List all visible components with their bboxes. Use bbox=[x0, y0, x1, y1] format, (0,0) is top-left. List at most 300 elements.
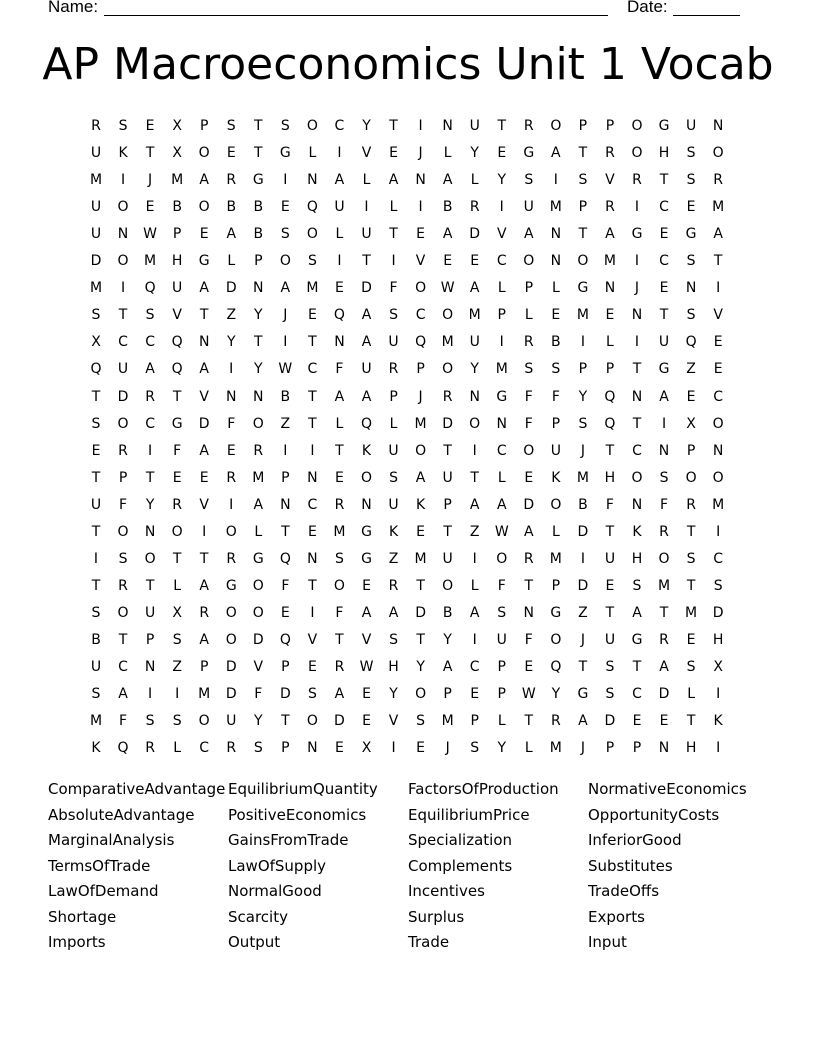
grid-letter[interactable]: R bbox=[442, 388, 453, 405]
grid-letter[interactable]: G bbox=[658, 118, 670, 134]
grid-letter[interactable]: S bbox=[389, 631, 398, 648]
grid-letter[interactable]: N bbox=[442, 118, 453, 134]
grid-letter[interactable]: M bbox=[414, 415, 427, 432]
grid-letter[interactable]: T bbox=[91, 469, 101, 486]
grid-letter[interactable]: I bbox=[391, 253, 396, 270]
grid-letter[interactable]: S bbox=[91, 686, 101, 703]
grid-letter[interactable]: T bbox=[389, 226, 398, 243]
grid-letter[interactable]: I bbox=[634, 334, 640, 351]
grid-letter[interactable]: S bbox=[686, 550, 696, 567]
grid-letter[interactable]: E bbox=[416, 740, 426, 757]
grid-letter[interactable]: R bbox=[226, 172, 237, 189]
grid-letter[interactable]: L bbox=[362, 172, 371, 189]
grid-letter[interactable]: N bbox=[496, 415, 507, 432]
grid-letter[interactable]: P bbox=[281, 659, 290, 675]
grid-letter[interactable]: F bbox=[173, 442, 182, 459]
grid-letter[interactable]: L bbox=[606, 334, 614, 351]
grid-letter[interactable]: R bbox=[334, 496, 345, 513]
grid-letter[interactable]: X bbox=[91, 334, 101, 351]
grid-letter[interactable]: P bbox=[389, 388, 398, 405]
grid-letter[interactable]: U bbox=[361, 226, 372, 243]
grid-letter[interactable]: S bbox=[334, 550, 344, 567]
grid-letter[interactable]: S bbox=[307, 253, 317, 270]
grid-letter[interactable]: G bbox=[550, 604, 562, 621]
grid-letter[interactable]: S bbox=[389, 469, 398, 486]
grid-letter[interactable]: E bbox=[226, 442, 236, 459]
grid-letter[interactable]: R bbox=[253, 442, 264, 459]
name-field-line[interactable] bbox=[104, 15, 608, 16]
grid-letter[interactable]: V bbox=[713, 307, 723, 324]
grid-letter[interactable]: T bbox=[470, 469, 479, 486]
grid-letter[interactable]: U bbox=[604, 550, 616, 567]
grid-letter[interactable]: I bbox=[634, 199, 640, 216]
grid-letter[interactable]: V bbox=[388, 713, 399, 730]
grid-letter[interactable]: Z bbox=[686, 361, 696, 378]
grid-letter[interactable]: V bbox=[199, 496, 209, 513]
grid-letter[interactable]: R bbox=[118, 442, 128, 459]
grid-letter[interactable]: N bbox=[117, 226, 129, 243]
grid-letter[interactable]: L bbox=[335, 226, 344, 243]
grid-letter[interactable]: T bbox=[145, 577, 155, 594]
grid-letter[interactable]: W bbox=[143, 226, 158, 243]
grid-letter[interactable]: R bbox=[226, 550, 237, 567]
grid-letter[interactable]: P bbox=[605, 740, 615, 757]
grid-letter[interactable]: C bbox=[118, 659, 128, 675]
grid-letter[interactable]: R bbox=[713, 172, 723, 189]
grid-letter[interactable]: S bbox=[605, 659, 615, 675]
grid-letter[interactable]: L bbox=[389, 199, 398, 216]
grid-letter[interactable]: O bbox=[550, 631, 562, 648]
grid-letter[interactable]: S bbox=[280, 118, 290, 134]
grid-letter[interactable]: C bbox=[713, 388, 724, 405]
grid-letter[interactable]: D bbox=[577, 577, 589, 594]
grid-letter[interactable]: T bbox=[281, 713, 290, 730]
grid-letter[interactable]: U bbox=[388, 442, 399, 459]
grid-letter[interactable]: R bbox=[659, 523, 669, 540]
grid-letter[interactable]: S bbox=[713, 577, 723, 594]
grid-letter[interactable]: U bbox=[442, 550, 453, 567]
grid-letter[interactable]: F bbox=[389, 280, 398, 297]
grid-letter[interactable]: I bbox=[580, 550, 585, 567]
grid-letter[interactable]: O bbox=[333, 577, 345, 594]
grid-letter[interactable]: F bbox=[281, 577, 290, 594]
grid-letter[interactable]: R bbox=[145, 740, 155, 757]
grid-letter[interactable]: O bbox=[415, 280, 427, 297]
grid-letter[interactable]: T bbox=[443, 523, 452, 540]
grid-letter[interactable]: J bbox=[283, 307, 288, 324]
grid-letter[interactable]: R bbox=[523, 118, 534, 134]
grid-letter[interactable]: Q bbox=[550, 659, 562, 675]
grid-letter[interactable]: M bbox=[333, 523, 346, 540]
grid-letter[interactable]: S bbox=[686, 659, 696, 675]
grid-letter[interactable]: E bbox=[280, 199, 290, 216]
grid-letter[interactable]: H bbox=[685, 740, 697, 757]
grid-letter[interactable]: V bbox=[415, 253, 426, 270]
grid-letter[interactable]: S bbox=[91, 604, 101, 621]
grid-letter[interactable]: A bbox=[334, 388, 345, 405]
grid-letter[interactable]: O bbox=[712, 415, 724, 432]
grid-letter[interactable]: G bbox=[361, 523, 372, 540]
grid-letter[interactable]: P bbox=[199, 118, 209, 134]
grid-letter[interactable]: E bbox=[497, 145, 507, 162]
grid-letter[interactable]: P bbox=[497, 659, 506, 675]
grid-letter[interactable]: C bbox=[469, 659, 480, 675]
grid-letter[interactable]: P bbox=[145, 631, 155, 648]
grid-letter[interactable]: E bbox=[659, 226, 669, 243]
grid-letter[interactable]: V bbox=[496, 226, 507, 243]
grid-letter[interactable]: R bbox=[469, 199, 480, 216]
grid-letter[interactable]: I bbox=[202, 523, 207, 540]
grid-letter[interactable]: T bbox=[308, 577, 317, 594]
grid-letter[interactable]: B bbox=[442, 199, 453, 216]
grid-letter[interactable]: T bbox=[172, 550, 182, 567]
grid-letter[interactable]: A bbox=[145, 361, 155, 378]
grid-letter[interactable]: O bbox=[631, 118, 643, 134]
grid-letter[interactable]: O bbox=[496, 550, 508, 567]
grid-letter[interactable]: J bbox=[418, 145, 423, 162]
grid-letter[interactable]: U bbox=[604, 631, 616, 648]
grid-letter[interactable]: L bbox=[389, 415, 398, 432]
grid-letter[interactable]: U bbox=[550, 442, 561, 459]
grid-letter[interactable]: C bbox=[199, 740, 210, 757]
grid-letter[interactable]: M bbox=[89, 172, 103, 189]
grid-letter[interactable]: A bbox=[199, 172, 209, 189]
grid-letter[interactable]: F bbox=[335, 361, 344, 378]
grid-letter[interactable]: N bbox=[144, 523, 156, 540]
grid-letter[interactable]: U bbox=[226, 713, 237, 730]
grid-letter[interactable]: C bbox=[145, 334, 155, 351]
grid-letter[interactable]: F bbox=[524, 415, 533, 432]
grid-letter[interactable]: U bbox=[90, 496, 102, 513]
grid-letter[interactable]: U bbox=[442, 469, 453, 486]
grid-letter[interactable]: I bbox=[553, 172, 558, 189]
grid-letter[interactable]: A bbox=[199, 361, 209, 378]
grid-letter[interactable]: T bbox=[91, 388, 101, 405]
grid-letter[interactable]: P bbox=[632, 740, 642, 757]
grid-letter[interactable]: S bbox=[91, 307, 101, 324]
grid-letter[interactable]: N bbox=[712, 442, 724, 459]
grid-letter[interactable]: D bbox=[469, 226, 481, 243]
grid-letter[interactable]: R bbox=[523, 334, 534, 351]
grid-letter[interactable]: S bbox=[686, 172, 696, 189]
grid-letter[interactable]: M bbox=[252, 469, 265, 486]
grid-letter[interactable]: T bbox=[524, 713, 534, 730]
grid-letter[interactable]: E bbox=[524, 659, 534, 675]
grid-letter[interactable]: P bbox=[118, 469, 128, 486]
grid-letter[interactable]: T bbox=[659, 307, 669, 324]
grid-letter[interactable]: I bbox=[634, 253, 640, 270]
grid-letter[interactable]: T bbox=[416, 631, 425, 648]
grid-letter[interactable]: N bbox=[334, 334, 345, 351]
grid-letter[interactable]: L bbox=[551, 523, 560, 540]
grid-letter[interactable]: T bbox=[578, 659, 588, 675]
grid-letter[interactable]: A bbox=[524, 523, 534, 540]
grid-letter[interactable]: D bbox=[577, 523, 589, 540]
grid-letter[interactable]: I bbox=[499, 334, 504, 351]
grid-letter[interactable]: N bbox=[523, 604, 535, 621]
grid-letter[interactable]: W bbox=[278, 361, 293, 378]
grid-letter[interactable]: Q bbox=[604, 415, 616, 432]
grid-letter[interactable]: L bbox=[470, 577, 479, 594]
grid-letter[interactable]: S bbox=[578, 415, 588, 432]
grid-letter[interactable]: M bbox=[495, 361, 508, 378]
grid-letter[interactable]: N bbox=[658, 740, 670, 757]
grid-letter[interactable]: O bbox=[658, 550, 670, 567]
grid-letter[interactable]: R bbox=[523, 550, 534, 567]
grid-letter[interactable]: E bbox=[659, 280, 669, 297]
grid-letter[interactable]: D bbox=[334, 713, 345, 730]
grid-letter[interactable]: B bbox=[226, 199, 237, 216]
grid-letter[interactable]: E bbox=[335, 469, 344, 486]
grid-letter[interactable]: E bbox=[551, 307, 561, 324]
grid-letter[interactable]: S bbox=[497, 604, 507, 621]
grid-letter[interactable]: E bbox=[470, 253, 480, 270]
grid-letter[interactable]: E bbox=[659, 713, 669, 730]
grid-letter[interactable]: V bbox=[172, 307, 182, 324]
grid-letter[interactable]: E bbox=[335, 280, 344, 297]
grid-letter[interactable]: D bbox=[361, 280, 372, 297]
grid-letter[interactable]: Y bbox=[497, 172, 507, 189]
grid-letter[interactable]: Y bbox=[470, 145, 479, 162]
grid-letter[interactable]: O bbox=[117, 604, 129, 621]
grid-letter[interactable]: V bbox=[605, 172, 615, 189]
grid-letter[interactable]: G bbox=[198, 253, 210, 270]
grid-letter[interactable]: A bbox=[199, 577, 209, 594]
grid-letter[interactable]: I bbox=[229, 496, 234, 513]
grid-letter[interactable]: U bbox=[334, 199, 345, 216]
grid-letter[interactable]: U bbox=[361, 361, 372, 378]
grid-letter[interactable]: A bbox=[551, 145, 561, 162]
grid-letter[interactable]: T bbox=[145, 469, 155, 486]
grid-letter[interactable]: F bbox=[254, 686, 263, 703]
grid-letter[interactable]: I bbox=[120, 172, 126, 189]
grid-letter[interactable]: T bbox=[632, 415, 642, 432]
grid-letter[interactable]: M bbox=[89, 713, 103, 730]
grid-letter[interactable]: S bbox=[416, 713, 426, 730]
grid-letter[interactable]: E bbox=[686, 631, 696, 648]
grid-letter[interactable]: D bbox=[279, 686, 291, 703]
grid-letter[interactable]: T bbox=[91, 577, 101, 594]
grid-letter[interactable]: F bbox=[497, 577, 506, 594]
grid-letter[interactable]: U bbox=[685, 118, 697, 134]
grid-letter[interactable]: Q bbox=[415, 334, 427, 351]
grid-letter[interactable]: R bbox=[145, 388, 155, 405]
grid-letter[interactable]: L bbox=[524, 740, 533, 757]
grid-letter[interactable]: F bbox=[660, 496, 669, 513]
grid-letter[interactable]: O bbox=[198, 145, 210, 162]
grid-letter[interactable]: T bbox=[172, 388, 182, 405]
grid-letter[interactable]: S bbox=[307, 686, 317, 703]
grid-letter[interactable]: I bbox=[337, 145, 342, 162]
grid-letter[interactable]: E bbox=[524, 469, 534, 486]
grid-letter[interactable]: A bbox=[469, 604, 480, 621]
grid-letter[interactable]: C bbox=[713, 550, 724, 567]
grid-letter[interactable]: R bbox=[118, 577, 128, 594]
grid-letter[interactable]: B bbox=[578, 496, 588, 513]
grid-letter[interactable]: X bbox=[361, 740, 372, 757]
grid-letter[interactable]: E bbox=[686, 388, 696, 405]
grid-letter[interactable]: M bbox=[414, 550, 427, 567]
grid-letter[interactable]: L bbox=[497, 469, 506, 486]
grid-letter[interactable]: H bbox=[631, 550, 643, 567]
grid-letter[interactable]: O bbox=[415, 442, 427, 459]
grid-letter[interactable]: O bbox=[442, 361, 454, 378]
grid-letter[interactable]: L bbox=[173, 577, 182, 594]
grid-letter[interactable]: C bbox=[145, 415, 155, 432]
grid-letter[interactable]: B bbox=[442, 604, 453, 621]
grid-letter[interactable]: T bbox=[686, 577, 696, 594]
grid-letter[interactable]: T bbox=[145, 145, 155, 162]
grid-letter[interactable]: F bbox=[119, 713, 128, 730]
grid-letter[interactable]: D bbox=[225, 659, 237, 675]
grid-letter[interactable]: D bbox=[712, 604, 724, 621]
grid-letter[interactable]: U bbox=[523, 199, 534, 216]
grid-letter[interactable]: C bbox=[659, 199, 669, 216]
grid-letter[interactable]: N bbox=[226, 388, 237, 405]
grid-letter[interactable]: A bbox=[334, 172, 345, 189]
grid-letter[interactable]: O bbox=[252, 415, 264, 432]
grid-letter[interactable]: P bbox=[524, 280, 534, 297]
grid-letter[interactable]: T bbox=[713, 253, 723, 270]
grid-letter[interactable]: A bbox=[659, 659, 669, 675]
grid-letter[interactable]: D bbox=[198, 415, 210, 432]
grid-letter[interactable]: M bbox=[89, 280, 103, 297]
grid-letter[interactable]: T bbox=[443, 442, 452, 459]
grid-letter[interactable]: E bbox=[713, 361, 723, 378]
grid-letter[interactable]: O bbox=[225, 604, 237, 621]
grid-letter[interactable]: P bbox=[605, 118, 615, 134]
grid-letter[interactable]: L bbox=[173, 740, 182, 757]
grid-letter[interactable]: K bbox=[416, 496, 426, 513]
grid-letter[interactable]: O bbox=[360, 469, 373, 486]
grid-letter[interactable]: G bbox=[225, 577, 237, 594]
grid-letter[interactable]: O bbox=[631, 469, 643, 486]
grid-letter[interactable]: D bbox=[604, 713, 616, 730]
grid-letter[interactable]: D bbox=[225, 280, 237, 297]
grid-letter[interactable]: A bbox=[280, 280, 291, 297]
grid-letter[interactable]: S bbox=[578, 172, 588, 189]
grid-letter[interactable]: S bbox=[226, 118, 236, 134]
grid-letter[interactable]: R bbox=[388, 577, 399, 594]
grid-letter[interactable]: C bbox=[632, 686, 642, 703]
grid-letter[interactable]: L bbox=[687, 686, 695, 703]
grid-letter[interactable]: W bbox=[521, 686, 536, 703]
grid-letter[interactable]: Q bbox=[171, 334, 183, 351]
grid-letter[interactable]: K bbox=[388, 523, 399, 540]
grid-letter[interactable]: S bbox=[686, 307, 696, 324]
grid-letter[interactable]: A bbox=[415, 469, 426, 486]
grid-letter[interactable]: S bbox=[524, 172, 534, 189]
grid-letter[interactable]: G bbox=[279, 145, 291, 162]
grid-letter[interactable]: P bbox=[416, 361, 425, 378]
grid-letter[interactable]: Y bbox=[416, 659, 425, 675]
grid-letter[interactable]: U bbox=[117, 361, 129, 378]
grid-letter[interactable]: E bbox=[713, 334, 723, 351]
grid-letter[interactable]: P bbox=[551, 415, 561, 432]
grid-letter[interactable]: T bbox=[686, 523, 696, 540]
grid-letter[interactable]: N bbox=[631, 307, 643, 324]
grid-letter[interactable]: T bbox=[308, 415, 317, 432]
grid-letter[interactable]: M bbox=[603, 253, 616, 270]
grid-letter[interactable]: E bbox=[416, 226, 426, 243]
grid-letter[interactable]: N bbox=[658, 442, 670, 459]
grid-letter[interactable]: E bbox=[632, 713, 642, 730]
grid-letter[interactable]: A bbox=[524, 226, 534, 243]
grid-letter[interactable]: U bbox=[144, 604, 156, 621]
grid-letter[interactable]: H bbox=[658, 145, 670, 162]
grid-letter[interactable]: P bbox=[686, 442, 696, 459]
grid-letter[interactable]: G bbox=[252, 172, 264, 189]
grid-letter[interactable]: O bbox=[198, 713, 210, 730]
grid-letter[interactable]: L bbox=[497, 713, 506, 730]
grid-letter[interactable]: U bbox=[658, 334, 670, 351]
grid-letter[interactable]: N bbox=[307, 172, 318, 189]
grid-letter[interactable]: Y bbox=[226, 334, 236, 351]
grid-letter[interactable]: M bbox=[658, 577, 671, 594]
grid-letter[interactable]: T bbox=[254, 145, 263, 162]
grid-letter[interactable]: P bbox=[497, 686, 506, 703]
grid-letter[interactable]: T bbox=[389, 118, 398, 134]
grid-letter[interactable]: F bbox=[524, 388, 533, 405]
grid-letter[interactable]: E bbox=[335, 740, 344, 757]
grid-letter[interactable]: I bbox=[283, 442, 288, 459]
grid-letter[interactable]: X bbox=[172, 118, 182, 134]
grid-letter[interactable]: A bbox=[388, 172, 399, 189]
grid-letter[interactable]: N bbox=[550, 253, 562, 270]
grid-letter[interactable]: W bbox=[440, 280, 455, 297]
grid-letter[interactable]: Y bbox=[254, 713, 263, 730]
grid-letter[interactable]: O bbox=[442, 307, 454, 324]
grid-letter[interactable]: A bbox=[578, 713, 588, 730]
grid-letter[interactable]: A bbox=[253, 496, 264, 513]
grid-letter[interactable]: P bbox=[281, 740, 290, 757]
grid-letter[interactable]: I bbox=[472, 550, 477, 567]
grid-letter[interactable]: T bbox=[362, 253, 371, 270]
grid-letter[interactable]: I bbox=[472, 631, 477, 648]
grid-letter[interactable]: P bbox=[605, 361, 615, 378]
grid-letter[interactable]: L bbox=[497, 280, 506, 297]
grid-letter[interactable]: D bbox=[225, 686, 237, 703]
grid-letter[interactable]: N bbox=[307, 469, 318, 486]
grid-letter[interactable]: E bbox=[145, 199, 155, 216]
grid-letter[interactable]: O bbox=[198, 199, 210, 216]
grid-letter[interactable]: O bbox=[442, 577, 454, 594]
grid-letter[interactable]: R bbox=[605, 199, 615, 216]
grid-letter[interactable]: Y bbox=[497, 740, 507, 757]
grid-letter[interactable]: O bbox=[685, 469, 697, 486]
grid-letter[interactable]: O bbox=[306, 713, 318, 730]
grid-letter[interactable]: G bbox=[252, 550, 264, 567]
grid-letter[interactable]: I bbox=[283, 172, 288, 189]
grid-letter[interactable]: T bbox=[578, 226, 588, 243]
grid-letter[interactable]: S bbox=[470, 740, 480, 757]
grid-letter[interactable]: I bbox=[310, 442, 315, 459]
grid-letter[interactable]: S bbox=[659, 469, 669, 486]
grid-letter[interactable]: M bbox=[144, 253, 157, 270]
grid-letter[interactable]: T bbox=[118, 307, 128, 324]
grid-letter[interactable]: J bbox=[148, 172, 153, 189]
grid-letter[interactable]: T bbox=[335, 442, 344, 459]
grid-letter[interactable]: K bbox=[713, 713, 723, 730]
grid-letter[interactable]: T bbox=[659, 172, 669, 189]
grid-letter[interactable]: E bbox=[605, 307, 615, 324]
grid-letter[interactable]: X bbox=[172, 145, 182, 162]
grid-letter[interactable]: A bbox=[361, 307, 372, 324]
grid-letter[interactable]: L bbox=[524, 307, 533, 324]
grid-letter[interactable]: Q bbox=[604, 388, 616, 405]
grid-letter[interactable]: S bbox=[389, 307, 398, 324]
grid-letter[interactable]: A bbox=[199, 631, 209, 648]
